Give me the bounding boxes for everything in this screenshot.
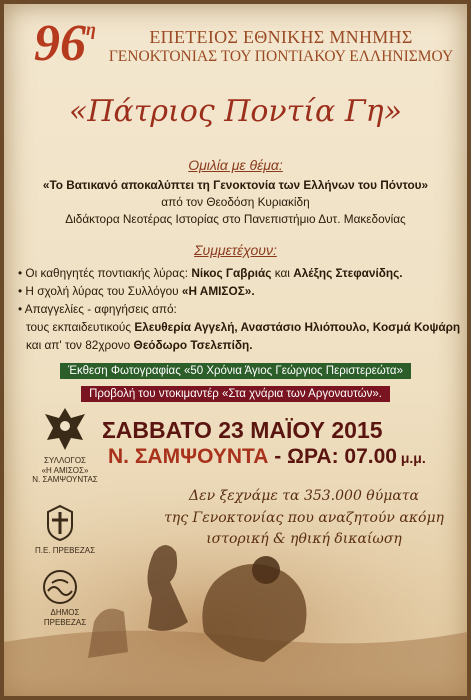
- speech-label: Ομιλία με θέμα:: [188, 157, 283, 173]
- quote-line-3: ιστορική & ηθική δικαίωση: [206, 531, 402, 547]
- club-eagle-icon: [42, 404, 88, 454]
- poster: [4, 4, 467, 696]
- greek-coat-of-arms-icon: [44, 504, 76, 542]
- region-caption: Π.Ε. ΠΡΕΒΕΖΑΣ: [34, 546, 96, 555]
- participant-item-3-line-2: τους εκπαιδευτικούς Ελευθερία Αγγελή, Αναστάσιο Ηλιόπουλο, Κοσμά Κοψάρη: [26, 320, 461, 334]
- participant-item-2: • Η σχολή λύρας του Συλλόγου «Η ΑΜΙΣΟΣ».: [18, 284, 255, 298]
- participant-item-3-line-3: και απ' τον 82χρονο Θεόδωρο Τσελεπίδη.: [26, 338, 253, 352]
- documentary-banner: Προβολή του ντοκιμαντέρ «Στα χνάρια των Αργοναυτών».: [4, 384, 467, 402]
- municipality-logo-icon: [42, 569, 78, 605]
- club-caption: ΣΥΛΛΟΓΟΣ «Η ΑΜΙΣΟΣ» Ν. ΣΑΜΨΟΥΝΤΑΣ: [32, 456, 98, 485]
- speaker-role: Διδάκτορα Νεοτέρας Ιστορίας στο Πανεπιστήμιο Δυτ. Μακεδονίας: [65, 212, 406, 226]
- anniversary-number: $96^\eta$: [34, 15, 96, 72]
- municipality-caption: ΔΗΜΟΣ ΠΡΕΒΕΖΑΣ: [43, 608, 87, 627]
- event-place-time: Ν. ΣΑΜΨΟΥΝΤΑ - ΩΡΑ: 07.00 μ.μ.: [108, 445, 426, 468]
- participants-label: Συμμετέχουν:: [194, 242, 277, 258]
- speech-topic: «Το Βατικανό αποκαλύπτει τη Γενοκτονία των Ελλήνων του Πόντου»: [42, 178, 429, 192]
- photo-exhibition-banner: Έκθεση Φωτογραφίας «50 Χρόνια Άγιος Γεώργιος Περιστερεώτα»: [4, 361, 467, 379]
- quote-line-1: Δεν ξεχνάμε τα 353.000 θύματα: [188, 488, 419, 504]
- event-date: ΣΑΒΒΑΤΟ 23 ΜΑΪΟΥ 2015: [102, 417, 383, 443]
- participant-item-1: • Οι καθηγητές ποντιακής λύρας: Νίκος Γαβριάς και Αλέξης Στεφανίδης.: [18, 266, 403, 280]
- speaker: από τον Θεοδόση Κυριακίδη: [161, 195, 310, 209]
- quote-line-2: της Γενοκτονίας που αναζητούν ακόμη: [164, 510, 444, 526]
- participant-item-3: • Απαγγελίες - αφηγήσεις από:: [18, 302, 177, 316]
- header-line-2: ΓΕΝΟΚΤΟΝΙΑΣ ΤΟΥ ΠΟΝΤΙΑΚΟΥ ΕΛΛΗΝΙΣΜΟΥ: [108, 48, 454, 65]
- header-line-1: ΕΠΕΤΕΙΟΣ ΕΘΝΙΚΗΣ ΜΝΗΜΗΣ: [149, 27, 413, 47]
- event-title: «Πάτριος Ποντία Γη»: [69, 94, 402, 129]
